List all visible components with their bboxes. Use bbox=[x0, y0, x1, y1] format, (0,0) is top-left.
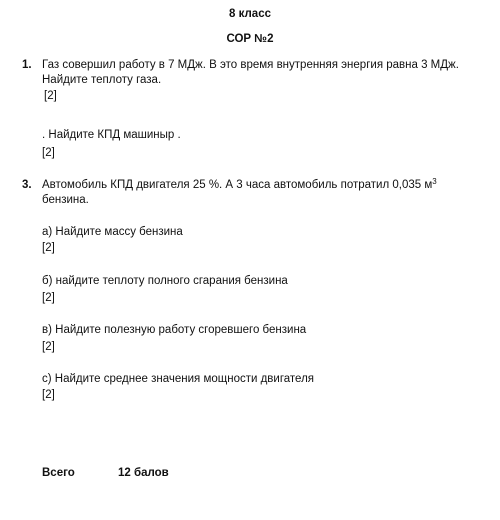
question-1-line-1: Газ совершил работу в 7 МДж. В это время внутренняя энергия равна 3 МДж. bbox=[42, 59, 459, 71]
page-title: СОР №2 bbox=[226, 33, 274, 45]
total-value: 12 балов bbox=[118, 467, 169, 479]
question-2-points: [2] bbox=[42, 147, 55, 159]
question-1-points: [2] bbox=[44, 90, 57, 102]
question-3c-text: в) Найдите полезную работу сгоревшего бензина bbox=[42, 324, 307, 336]
question-3d-text: с) Найдите среднее значения мощности двигателя bbox=[42, 373, 315, 385]
question-3-line-2: бензина. bbox=[42, 194, 89, 206]
question-3a-points: [2] bbox=[42, 242, 55, 254]
question-3-number: 3. bbox=[22, 179, 32, 191]
question-3b-text: б) найдите теплоту полного сгарания бензина bbox=[42, 275, 288, 287]
question-1-number: 1. bbox=[22, 59, 32, 71]
question-3-line-1 bbox=[42, 179, 437, 191]
cubic-exponent: 3 bbox=[432, 177, 437, 186]
question-3c-points: [2] bbox=[42, 341, 55, 353]
question-2-text: . Найдите КПД машиныр . bbox=[42, 129, 181, 141]
grade-heading: 8 класс bbox=[229, 8, 271, 20]
question-3a-text: а) Найдите массу бензина bbox=[42, 226, 183, 238]
question-1-line-2: Найдите теплоту газа. bbox=[42, 74, 162, 86]
question-3d-points: [2] bbox=[42, 389, 55, 401]
question-3b-points: [2] bbox=[42, 292, 55, 304]
question-3-line-1-text: Автомобиль КПД двигателя 25 %. А 3 часа автомобиль потратил 0,035 м bbox=[42, 179, 433, 191]
total-label: Всего bbox=[42, 467, 75, 479]
